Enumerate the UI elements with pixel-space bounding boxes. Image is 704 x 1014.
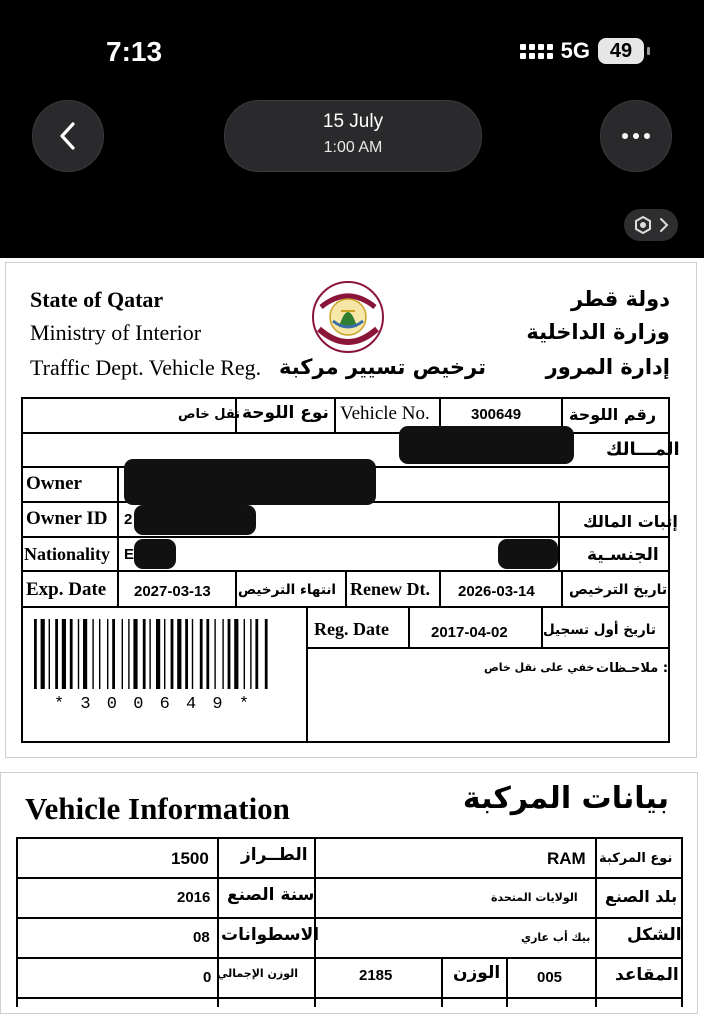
plate-type-value: نقل خاص (178, 407, 241, 422)
weight-label: الوزن (453, 963, 501, 983)
barcode-text: * 3 0 0 6 4 9 * (54, 695, 253, 714)
nationality-label: Nationality (24, 544, 111, 564)
plate-type-label: نوع اللوحة (242, 403, 329, 423)
photo-time: 1:00 AM (323, 139, 383, 156)
visual-lookup-button[interactable] (624, 209, 678, 241)
barcode (32, 619, 298, 689)
seats-label: المقاعد (615, 965, 679, 985)
qatar-emblem-logo (311, 277, 385, 357)
gross-weight-value: 0 (203, 969, 212, 986)
network-label: 5G (560, 38, 590, 63)
status-time: 7:13 (106, 36, 163, 67)
battery-icon: 49 (598, 38, 644, 64)
ellipsis-icon (622, 133, 650, 139)
nationality-ar-label: الجنسـية (587, 545, 659, 565)
chevron-left-icon (55, 121, 81, 151)
country-value: الولايات المتحدة (491, 891, 578, 904)
header-state-ar: دولة قطر (570, 287, 670, 311)
redaction (134, 539, 176, 569)
gross-weight-label: الوزن الإجمالي (217, 967, 299, 980)
signal-icon (520, 44, 553, 59)
plate-no-label: رقم اللوحة (569, 405, 657, 424)
renew-date-label: Renew Dt. (350, 579, 430, 599)
model-value: 1500 (171, 849, 209, 868)
reg-date-label: Reg. Date (314, 619, 389, 639)
header-dept: Traffic Dept. Vehicle Reg. (30, 355, 262, 380)
model-label: الطــراز (241, 845, 308, 865)
redaction (498, 539, 558, 569)
chevron-right-icon (659, 217, 669, 233)
vehicle-info-title-ar: بيانات المركبة (462, 781, 669, 816)
reg-date-value: 2017-04-02 (431, 624, 508, 641)
exp-date-label: Exp. Date (26, 579, 107, 600)
cylinders-label: الاسطوانات (221, 925, 320, 945)
owner-id-ar-label: إثبات المالك (583, 512, 678, 531)
header-dept-ar: إدارة المرور (545, 355, 670, 379)
vehicle-no-label: Vehicle No. (340, 403, 430, 424)
owner-id-partial: 2 (124, 511, 133, 528)
vehicle-info-title: Vehicle Information (25, 791, 290, 826)
photo-viewer-header (0, 0, 704, 258)
year-value: 2016 (177, 889, 211, 906)
more-button[interactable] (600, 100, 672, 172)
shape-value: بيك أب عاري (521, 931, 591, 944)
photo-date: 15 July (322, 111, 384, 132)
shape-label: الشكل (627, 925, 682, 945)
seats-value: 005 (537, 969, 563, 986)
header-state: State of Qatar (30, 287, 164, 312)
date-time-pill[interactable] (224, 100, 482, 172)
make-label: نوع المركبة (599, 851, 673, 866)
notes-label: ملاحـظات : (596, 661, 669, 676)
visual-lookup-icon (633, 215, 653, 235)
vehicle-info-card (0, 772, 698, 1014)
reg-date-ar-label: تاريخ أول تسجيل (543, 622, 656, 638)
registration-card (5, 262, 697, 758)
cylinders-value: 08 (193, 929, 210, 946)
header-ministry: Ministry of Interior (30, 320, 202, 345)
header-ministry-ar: وزارة الداخلية (526, 320, 670, 344)
renew-date-ar-label: تاريخ الترخيص (569, 582, 668, 598)
weight-value: 2185 (359, 967, 393, 984)
notes-value: خفي على نقل خاص (484, 661, 595, 674)
vehicle-no-value: 300649 (471, 406, 522, 423)
back-button[interactable] (32, 100, 104, 172)
country-label: بلد الصنع (605, 887, 678, 906)
status-indicators (520, 38, 644, 64)
make-value: RAM (547, 849, 586, 868)
owner-label: Owner (26, 473, 82, 494)
owner-ar-label: المـــالك (606, 439, 680, 460)
redaction (134, 505, 256, 535)
owner-id-label: Owner ID (26, 508, 108, 529)
exp-date-ar-label: انتهاء الترخيص (238, 582, 337, 598)
redaction (399, 426, 574, 464)
renew-date-value: 2026-03-14 (458, 583, 535, 600)
nationality-partial: E (124, 546, 135, 563)
year-label: سنة الصنع (227, 885, 315, 905)
redaction (124, 459, 376, 505)
header-title-ar: ترخيص تسيير مركبة (279, 355, 486, 379)
exp-date-value: 2027-03-13 (134, 583, 211, 600)
